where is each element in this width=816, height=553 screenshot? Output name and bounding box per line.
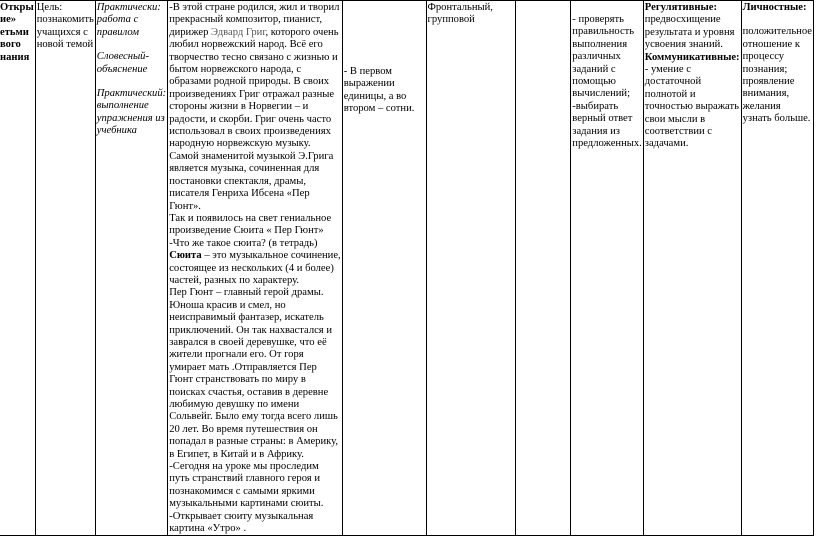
meta-results-cell [643, 1, 741, 536]
spacer-cell [515, 1, 571, 536]
personal-title: Личностные: [742, 2, 807, 13]
regulative-title: Регулятивные: [644, 2, 717, 13]
stage-cell [0, 1, 35, 536]
suite-term: Сюита [169, 250, 202, 262]
communicative-text: - умение с достаточной полнотой и точностью выражать свои мысли в соответствии с задачами. [644, 64, 739, 150]
teacher-paragraph-1: -В этой стране родился, жил и творил прекрасный композитор, пианист, дирижер Эдвард Григ, которого очень любил норвежский народ. Всё его творчество тесно связано с жизнью и бытом норвежского народа, с образами родной природы. В своих произведениях Григ отражал разные стороны жизни в Норвегии – и радости, и скорби. Григ очень часто использовал в своих произведениях народную норвежскую музыку. Самой знаменитой музыкой Э.Грига является музыка, сочиненная для постановки спектакля, драмы, писателя Генриха Ибсена «Пер Гюнт». [169, 2, 340, 212]
teacher-paragraph-story: Пер Гюнт – главный герой драмы. Юноша красив и смел, но неисправимый фантазер, искатель приключений. Он так нахвастался и заврался в своей деревушке, что её жители прогнали его. От горя умирает мать .Отправляется Пер Гюнт странствовать по миру в поисках счастья, оставив в деревне любимую девушку по имени Сольвейг. Было ему тогда всего лишь 20 лет. Во время путешествия он попадал в разные страны: в Америку, в Египет, в Китай и в Африку. [169, 287, 339, 460]
teacher-paragraph-goal: -Сегодня на уроке мы проследим путь странствий главного героя и познакомимся с самыми яркими музыкальными картинами сюиты. [169, 461, 324, 510]
communicative-title: Коммуникативные: [644, 51, 740, 63]
suite-definition: Сюита – это музыкальное сочинение, состоящее из нескольких (4 и более) частей, разных по характеру. [169, 250, 341, 286]
regulative-text: предвосхищение результата и уровня усвоения знаний. [644, 14, 735, 51]
students-answer: - В первом выражении единицы, а во втором – сотни. [343, 66, 415, 115]
composer-name: Эдвард Григ [211, 26, 266, 38]
goal-cell [35, 1, 95, 536]
methods-cell [95, 1, 167, 536]
personal-results-cell [741, 1, 813, 536]
teacher-question: -Что же такое сюита? (в тетрадь) [169, 237, 318, 249]
work-form: Фронтальный, групповой [427, 2, 493, 26]
personal-text: положительное отношение к процессу познания; проявление внимания, желания узнать больше. [742, 26, 812, 125]
method-practical-exercise: Практический: выполнение упражнения из учебника [96, 88, 167, 137]
subject-results-cell [571, 1, 644, 536]
students-activity-cell [342, 1, 426, 536]
teacher-paragraph-2: Так и появилось на свет гениальное произведение Сюита « Пер Гюнт» [169, 212, 332, 237]
method-practical-rule: Практически: работа с правилом [96, 2, 161, 38]
teacher-activity-cell [168, 1, 343, 536]
subject-results: - проверять правильность выполнения различных заданий с помощью вычислений; -выбирать верный ответ задания из предложенных. [572, 14, 642, 150]
goal-text: Цель: познакомить учащихся с новой темой [36, 2, 94, 51]
form-cell [426, 1, 515, 536]
stage-name: Откры ие» етьми вого нания [0, 2, 34, 63]
teacher-paragraph-morning: -Открывает сюиту музыкальная картина «Утро» . [169, 510, 314, 535]
method-verbal-explanation: Словесный-объяснение [96, 51, 150, 75]
lesson-stage-row [0, 1, 814, 536]
